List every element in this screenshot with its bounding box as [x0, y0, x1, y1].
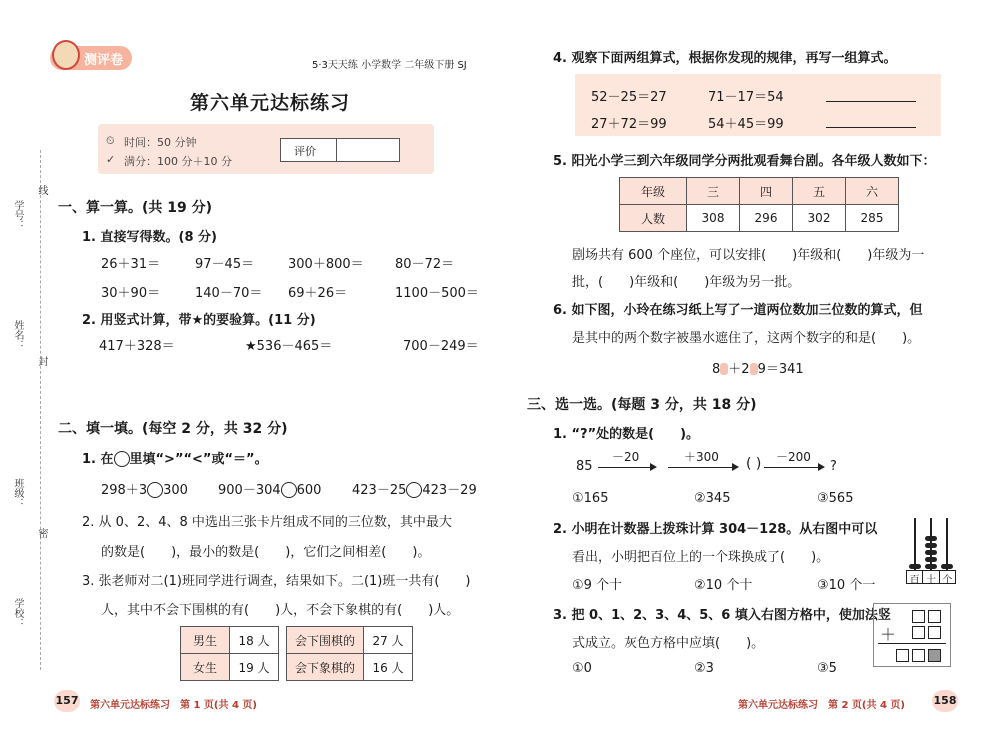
- calc-item: 69＋26＝: [288, 286, 348, 301]
- table-cell: 男生: [181, 627, 230, 654]
- table-cell: 16 人: [364, 654, 413, 681]
- option[interactable]: ①9 个十: [572, 578, 623, 593]
- s3-q1: 1. “?”处的数是( )。: [553, 427, 700, 442]
- option[interactable]: ③5: [817, 661, 837, 676]
- compare-circle-icon: [114, 451, 130, 467]
- plus-sign: ＋: [880, 625, 897, 644]
- q6-line1: 6. 如下图，小玲在练习纸上写了一道两位数加三位数的算式，但: [553, 303, 923, 318]
- arrow-right-icon: [732, 463, 739, 471]
- grid-square[interactable]: [928, 626, 941, 639]
- q6-line2: 是其中的两个数字被墨水遮住了，这两个数字的和是( )。: [572, 331, 921, 346]
- compare-circle[interactable]: [406, 482, 422, 498]
- chain-op: －20: [612, 450, 640, 464]
- arrow-line: [764, 467, 818, 468]
- footer-left: 第六单元达标练习 第 1 页(共 4 页): [90, 700, 257, 711]
- table-cell: 人数: [620, 205, 687, 232]
- school-label: 学校：: [12, 598, 23, 628]
- binding-line: [40, 150, 41, 670]
- table-cell: 19 人: [230, 654, 279, 681]
- table-cell: 285: [846, 205, 899, 232]
- chain-end: ?: [830, 459, 837, 474]
- calc-item: 80－72＝: [395, 257, 455, 272]
- page-number-right: 158: [932, 690, 958, 712]
- class-label: 班级：: [12, 478, 23, 508]
- blank-bracket[interactable]: ( ): [746, 456, 762, 472]
- compare-circle[interactable]: [281, 482, 297, 498]
- q5-line2: 批，( )年级和( )年级为另一批。: [572, 275, 801, 290]
- s2-q2-line2: 的数是( )，最小的数是( )，它们之间相差( )。: [101, 545, 431, 560]
- compare-right: 300: [163, 483, 188, 498]
- student-number-label: 学号：: [12, 200, 23, 230]
- option[interactable]: ③10 个一: [817, 578, 876, 593]
- footer-right: 第六单元达标练习 第 2 页(共 4 页): [738, 700, 905, 711]
- chain-op: ＋300: [684, 450, 719, 464]
- clock-icon: ⏲: [106, 134, 115, 147]
- gender-table: [180, 626, 279, 681]
- compare-left: 298＋3: [101, 483, 148, 498]
- chain-op: －200: [776, 450, 811, 464]
- grid-square[interactable]: [896, 649, 909, 662]
- mascot-icon: [52, 40, 80, 70]
- calc-item: 140－70＝: [195, 286, 263, 301]
- s2-q2-line1: 2. 从 0、2、4、8 中选出三张卡片组成不同的三位数，其中最大: [82, 515, 452, 530]
- table-cell: 四: [740, 178, 793, 205]
- s3-q2-line1: 2. 小明在计数器上拨珠计算 304－128。从右图中可以: [553, 522, 878, 537]
- vertical-calc-item: 700－249＝: [403, 339, 479, 354]
- table-cell: 27 人: [364, 627, 413, 654]
- compare-circle[interactable]: [147, 482, 163, 498]
- compare-right: 423－29: [422, 483, 477, 498]
- name-label: 姓名：: [12, 320, 23, 350]
- q5-line1: 剧场共有 600 个座位，可以安排( )年级和( )年级为一: [572, 248, 925, 263]
- table-cell: 302: [793, 205, 846, 232]
- table-cell: 308: [687, 205, 740, 232]
- calc-item: 26＋31＝: [101, 257, 161, 272]
- option[interactable]: ①0: [572, 661, 592, 676]
- grid-square[interactable]: [912, 649, 925, 662]
- q6-eq-c: 9＝341: [757, 362, 804, 377]
- chain-start: 85: [576, 459, 593, 474]
- table-cell: 年级: [620, 178, 687, 205]
- pattern-eq: 27＋72＝99: [591, 117, 667, 132]
- abacus-place: 百: [907, 571, 923, 583]
- book-info: 5·3天天练 小学数学 二年级下册 SJ: [312, 60, 467, 71]
- answer-blank[interactable]: [826, 101, 916, 102]
- q4-text: 4. 观察下面两组算式，根据你发现的规律，再写一组算式。: [553, 51, 897, 66]
- vertical-calc-item: 417＋328＝: [99, 339, 175, 354]
- table-cell: 296: [740, 205, 793, 232]
- table-cell: 五: [793, 178, 846, 205]
- s3-q3-line1: 3. 把 0、1、2、3、4、5、6 填入右图方格中，使加法竖: [553, 608, 891, 623]
- s3-q3-line2: 式成立。灰色方格中应填( )。: [572, 636, 765, 651]
- full-score: 满分：100 分＋10 分: [124, 155, 232, 168]
- option[interactable]: ②10 个十: [694, 578, 753, 593]
- s2-q3-line2: 人，其中不会下围棋的有( )人，不会下象棋的有( )人。: [101, 603, 460, 618]
- table-cell: 18 人: [230, 627, 279, 654]
- grid-square[interactable]: [912, 626, 925, 639]
- compare-right: 600: [296, 483, 322, 498]
- ink-blot-icon: [750, 363, 758, 375]
- s1-q2: 2. 用竖式计算，带★的要验算。(11 分): [82, 313, 316, 328]
- arrow-right-icon: [650, 463, 657, 471]
- q5-text: 5. 阳光小学三到六年级同学分两批观看舞台剧。各年级人数如下：: [553, 154, 936, 169]
- s3-q2-line2: 看出，小明把百位上的一个珠换成了( )。: [572, 550, 830, 565]
- pattern-eq: 71－17＝54: [708, 90, 784, 105]
- chess-table: [286, 626, 413, 681]
- calc-item: 97－45＝: [195, 257, 255, 272]
- table-cell: 会下围棋的: [287, 627, 364, 654]
- compare-left: 423－25: [352, 483, 407, 498]
- pattern-eq: 54＋45＝99: [708, 117, 784, 132]
- abacus-place: 十: [923, 571, 939, 583]
- page-title: 第六单元达标练习: [190, 92, 351, 114]
- calc-item: 300＋800＝: [288, 257, 364, 272]
- binding-mark-mi: 密: [36, 528, 47, 538]
- check-icon: ✓: [106, 153, 116, 166]
- section-1-title: 一、算一算。(共 19 分): [58, 200, 213, 216]
- table-cell: 会下象棋的: [287, 654, 364, 681]
- s2-q1-a: 1. 在: [82, 452, 114, 467]
- binding-mark-feng: 封: [36, 356, 47, 366]
- grid-square[interactable]: [912, 610, 925, 623]
- addition-grid: [873, 603, 951, 667]
- section-2-title: 二、填一填。(每空 2 分，共 32 分): [58, 421, 288, 437]
- time-limit: 时间：50 分钟: [124, 136, 197, 149]
- answer-blank[interactable]: [826, 127, 916, 128]
- q6-eq-a: 8: [712, 362, 721, 377]
- evaluation-label: 评价: [294, 145, 316, 158]
- badge-label: 测评卷: [84, 53, 124, 68]
- abacus-place: 个: [942, 575, 953, 586]
- table-cell: 三: [687, 178, 740, 205]
- table-cell: 六: [846, 178, 899, 205]
- section-3-title: 三、选一选。(每题 3 分，共 18 分): [527, 397, 757, 413]
- q6-eq-b: ＋2: [728, 362, 750, 377]
- s2-q1-b: 里填“>”“<”或“＝”。: [129, 452, 268, 467]
- pattern-eq: 52－25＝27: [591, 90, 667, 105]
- page-number-left: 157: [54, 690, 80, 712]
- compare-left: 900－304: [218, 483, 281, 498]
- calc-item: 30＋90＝: [101, 286, 161, 301]
- arrow-line: [598, 467, 650, 468]
- s1-q1: 1. 直接写得数。(8 分): [82, 230, 217, 245]
- option[interactable]: ①165: [572, 491, 609, 506]
- abacus-icon: [906, 516, 956, 584]
- option[interactable]: ③565: [817, 491, 854, 506]
- vertical-calc-item: ★536－465＝: [245, 339, 333, 354]
- evaluation-separator: [336, 138, 337, 162]
- option[interactable]: ②3: [694, 661, 714, 676]
- option[interactable]: ②345: [694, 491, 731, 506]
- grade-table: [619, 177, 899, 232]
- calc-item: 1100－500＝: [395, 286, 479, 301]
- grid-square[interactable]: [928, 610, 941, 623]
- arrow-line: [668, 467, 732, 468]
- grid-square-gray[interactable]: [928, 649, 941, 662]
- arrow-right-icon: [818, 463, 825, 471]
- table-cell: 女生: [181, 654, 230, 681]
- binding-mark-xian: 线: [36, 185, 47, 195]
- s2-q3-line1: 3. 张老师对二(1)班同学进行调查，结果如下。二(1)班一共有( ): [82, 574, 471, 589]
